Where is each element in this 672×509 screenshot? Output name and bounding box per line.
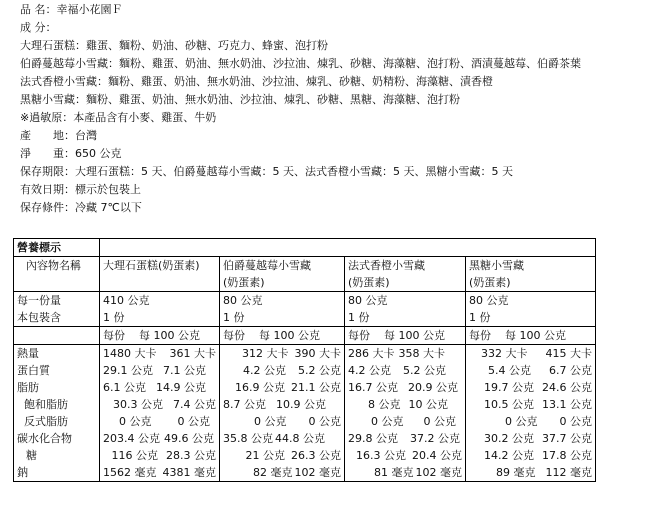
per-100g-value: 0 公克 xyxy=(177,415,210,428)
value-cell xyxy=(220,413,345,430)
per-100g-value: 7.1 公克 xyxy=(163,364,206,377)
per-serving-value: 16.3 公克 xyxy=(356,449,406,462)
value-cell xyxy=(345,396,466,413)
per-serving-label: 每份 xyxy=(223,329,245,342)
per-100g-value: 102 毫克 xyxy=(294,466,341,479)
header-orange xyxy=(345,257,466,292)
storage-condition: 保存條件：冷藏 7℃以下 xyxy=(20,201,142,214)
header-earl-grey-type: (奶蛋素) xyxy=(223,276,265,289)
value-cell xyxy=(100,379,220,396)
per-100g-value: 415 大卡 xyxy=(545,347,592,360)
value-cell xyxy=(220,345,345,363)
per-serving-value: 0 公克 xyxy=(505,415,538,428)
per-100g-value: 0 公克 xyxy=(423,415,456,428)
shelf-life: 保存期限：大理石蛋糕：5 天、伯爵蔓越莓小雪藏：5 天、法式香橙小雪藏：5 天、黑糖小雪藏：5 天 xyxy=(20,165,513,178)
nutrient-row-trans-fat xyxy=(14,413,596,430)
net-weight-value: 650 公克 xyxy=(75,147,122,160)
value-cell xyxy=(220,396,345,413)
per-serving-value: 1480 大卡 xyxy=(103,347,157,360)
per-serving-label: 每份 xyxy=(348,329,370,342)
per-100g-value: 358 大卡 xyxy=(398,347,445,360)
per-100g-value: 17.8 公克 xyxy=(542,449,592,462)
nutrient-label: 蛋白質 xyxy=(14,362,100,379)
nutrient-label: 糖 xyxy=(14,447,100,464)
header-brown-sugar xyxy=(466,257,596,292)
per-100g-value: 37.2 公克 xyxy=(410,432,460,445)
servings-per-pack-value: 1 份 xyxy=(220,309,345,327)
value-cell xyxy=(345,362,466,379)
servings-per-pack-value: 1 份 xyxy=(466,309,596,327)
allergen-notice: ※過敏原：本產品含有小麥、雞蛋、牛奶 xyxy=(20,111,217,124)
per-serving-value: 29.8 公克 xyxy=(348,432,398,445)
servings-per-pack-value: 1 份 xyxy=(345,309,466,327)
per-serving-value: 8.7 公克 xyxy=(223,398,266,411)
header-content-name: 內容物名稱 xyxy=(14,257,100,292)
per-100g-value: 13.1 公克 xyxy=(542,398,592,411)
per-100g-value: 10.9 公克 xyxy=(276,398,326,411)
per-100g-value: 390 大卡 xyxy=(294,347,341,360)
origin-line xyxy=(20,129,97,143)
per-100g-value: 49.6 公克 xyxy=(164,432,214,445)
product-name: 品 名：幸福小花園Ｆ xyxy=(20,3,123,16)
value-cell xyxy=(100,430,220,447)
nutrient-row-fat xyxy=(14,379,596,396)
per-serving-value: 10.5 公克 xyxy=(484,398,534,411)
per-serving-value: 312 大卡 xyxy=(242,347,289,360)
per-100g-value: 24.6 公克 xyxy=(542,381,592,394)
value-cell xyxy=(100,464,220,482)
title-spacer xyxy=(100,239,596,257)
per-serving-value: 1562 毫克 xyxy=(103,466,157,479)
value-cell xyxy=(466,430,596,447)
value-cell xyxy=(220,430,345,447)
nutrient-label: 脂肪 xyxy=(14,379,100,396)
per-100g-value: 102 毫克 xyxy=(415,466,462,479)
serving-size-value: 80 公克 xyxy=(466,292,596,310)
per-serving-value: 8 公克 xyxy=(368,398,401,411)
per-100g-value: 26.3 公克 xyxy=(291,449,341,462)
value-cell xyxy=(100,362,220,379)
per-100g-label: 每 100 公克 xyxy=(139,329,200,342)
nutrient-row-energy xyxy=(14,345,596,363)
per-serving-value: 16.9 公克 xyxy=(235,381,285,394)
value-cell xyxy=(100,396,220,413)
per-100g-value: 21.1 公克 xyxy=(291,381,341,394)
value-cell xyxy=(466,345,596,363)
per-serving-value: 116 公克 xyxy=(111,449,158,462)
per-100g-value: 4381 毫克 xyxy=(162,466,216,479)
nutrient-label: 飽和脂肪 xyxy=(14,396,100,413)
value-cell xyxy=(466,413,596,430)
per-100g-value: 0 公克 xyxy=(308,415,341,428)
per-serving-value: 332 大卡 xyxy=(481,347,528,360)
ingredients-earl-grey: 伯爵蔓越莓小雪藏：麵粉、雞蛋、奶油、無水奶油、沙拉油、煉乳、砂糖、海藻糖、泡打粉、酒漬蔓越莓、伯爵茶葉 xyxy=(20,57,581,70)
unit-header xyxy=(345,327,466,345)
origin-label: 產 地： xyxy=(20,129,75,142)
per-100g-value: 5.2 公克 xyxy=(298,364,341,377)
nutrient-label: 碳水化合物 xyxy=(14,430,100,447)
per-serving-value: 82 毫克 xyxy=(253,466,293,479)
unit-header-spacer xyxy=(14,327,100,345)
ingredients-brown-sugar: 黑糖小雪藏：麵粉、雞蛋、奶油、無水奶油、沙拉油、煉乳、砂糖、黑糖、海藻糖、泡打粉 xyxy=(20,93,460,106)
per-100g-label: 每 100 公克 xyxy=(259,329,320,342)
unit-header xyxy=(220,327,345,345)
nutrition-title: 營養標示 xyxy=(14,239,100,257)
per-100g-value: 20.9 公克 xyxy=(408,381,458,394)
nutrition-table xyxy=(13,238,596,482)
per-100g-value: 14.9 公克 xyxy=(156,381,206,394)
per-100g-value: 7.4 公克 xyxy=(173,398,216,411)
per-100g-value: 20.4 公克 xyxy=(412,449,462,462)
per-100g-value: 0 公克 xyxy=(559,415,592,428)
per-serving-value: 81 毫克 xyxy=(374,466,414,479)
value-cell xyxy=(466,447,596,464)
per-serving-label: 每份 xyxy=(103,329,125,342)
value-cell xyxy=(466,396,596,413)
nutrient-row-sodium xyxy=(14,464,596,482)
header-orange-name: 法式香橙小雪藏 xyxy=(348,259,425,272)
per-100g-label: 每 100 公克 xyxy=(505,329,566,342)
value-cell xyxy=(345,447,466,464)
header-orange-type: (奶蛋素) xyxy=(348,276,390,289)
value-cell xyxy=(100,345,220,363)
value-cell xyxy=(220,464,345,482)
value-cell xyxy=(100,413,220,430)
nutrient-row-protein xyxy=(14,362,596,379)
header-marble-cake: 大理石蛋糕(奶蛋素) xyxy=(100,257,220,292)
value-cell xyxy=(220,362,345,379)
per-serving-value: 4.2 公克 xyxy=(348,364,391,377)
per-serving-value: 0 公克 xyxy=(254,415,287,428)
expiry-date: 有效日期：標示於包裝上 xyxy=(20,183,141,196)
per-serving-value: 30.3 公克 xyxy=(113,398,163,411)
value-cell xyxy=(345,345,466,363)
per-serving-value: 30.2 公克 xyxy=(484,432,534,445)
per-100g-label: 每 100 公克 xyxy=(384,329,445,342)
per-100g-value: 44.8 公克 xyxy=(275,432,325,445)
nutrient-label: 熱量 xyxy=(14,345,100,363)
per-100g-value: 6.7 公克 xyxy=(549,364,592,377)
value-cell xyxy=(220,379,345,396)
nutrient-row-saturated-fat xyxy=(14,396,596,413)
value-cell xyxy=(220,447,345,464)
serving-size-value: 80 公克 xyxy=(345,292,466,310)
per-serving-value: 0 公克 xyxy=(371,415,404,428)
per-100g-value: 10 公克 xyxy=(408,398,448,411)
per-100g-value: 5.2 公克 xyxy=(403,364,446,377)
per-serving-value: 0 公克 xyxy=(119,415,152,428)
ingredients-title: 成 分： xyxy=(20,21,57,34)
header-brown-sugar-name: 黑糖小雪藏 xyxy=(469,259,524,272)
per-serving-value: 5.4 公克 xyxy=(488,364,531,377)
nutrient-row-carbohydrate xyxy=(14,430,596,447)
unit-header xyxy=(100,327,220,345)
servings-per-pack-label: 本包裝含 xyxy=(14,309,100,327)
per-serving-value: 16.7 公克 xyxy=(348,381,398,394)
serving-size-value: 410 公克 xyxy=(100,292,220,310)
header-brown-sugar-type: (奶蛋素) xyxy=(469,276,511,289)
value-cell xyxy=(466,464,596,482)
ingredients-marble-cake: 大理石蛋糕：雞蛋、麵粉、奶油、砂糖、巧克力、蜂蜜、泡打粉 xyxy=(20,39,328,52)
ingredients-orange: 法式香橙小雪藏：麵粉、雞蛋、奶油、無水奶油、沙拉油、煉乳、砂糖、奶精粉、海藻糖、漬香橙 xyxy=(20,75,493,88)
per-100g-value: 361 大卡 xyxy=(169,347,216,360)
servings-per-pack-value: 1 份 xyxy=(100,309,220,327)
value-cell xyxy=(345,464,466,482)
unit-header xyxy=(466,327,596,345)
net-weight-line xyxy=(20,147,122,161)
value-cell xyxy=(345,413,466,430)
per-100g-value: 112 毫克 xyxy=(545,466,592,479)
per-serving-value: 89 毫克 xyxy=(496,466,536,479)
per-serving-value: 19.7 公克 xyxy=(484,381,534,394)
header-earl-grey-name: 伯爵蔓越莓小雪藏 xyxy=(223,259,311,272)
nutrient-label: 反式脂肪 xyxy=(14,413,100,430)
per-serving-value: 14.2 公克 xyxy=(484,449,534,462)
per-serving-value: 203.4 公克 xyxy=(103,432,160,445)
per-serving-label: 每份 xyxy=(469,329,491,342)
net-weight-label: 淨 重： xyxy=(20,147,75,160)
value-cell xyxy=(345,430,466,447)
per-serving-value: 6.1 公克 xyxy=(103,381,146,394)
per-serving-value: 4.2 公克 xyxy=(243,364,286,377)
serving-size-value: 80 公克 xyxy=(220,292,345,310)
per-100g-value: 37.7 公克 xyxy=(542,432,592,445)
value-cell xyxy=(466,379,596,396)
nutrient-label: 鈉 xyxy=(14,464,100,482)
origin-value: 台灣 xyxy=(75,129,97,142)
per-serving-value: 286 大卡 xyxy=(348,347,395,360)
value-cell xyxy=(345,379,466,396)
per-serving-value: 29.1 公克 xyxy=(103,364,153,377)
per-serving-value: 21 公克 xyxy=(245,449,285,462)
serving-size-label: 每一份量 xyxy=(14,292,100,310)
value-cell xyxy=(100,447,220,464)
per-serving-value: 35.8 公克 xyxy=(223,432,273,445)
header-earl-grey xyxy=(220,257,345,292)
value-cell xyxy=(466,362,596,379)
nutrient-row-sugar xyxy=(14,447,596,464)
per-100g-value: 28.3 公克 xyxy=(166,449,216,462)
